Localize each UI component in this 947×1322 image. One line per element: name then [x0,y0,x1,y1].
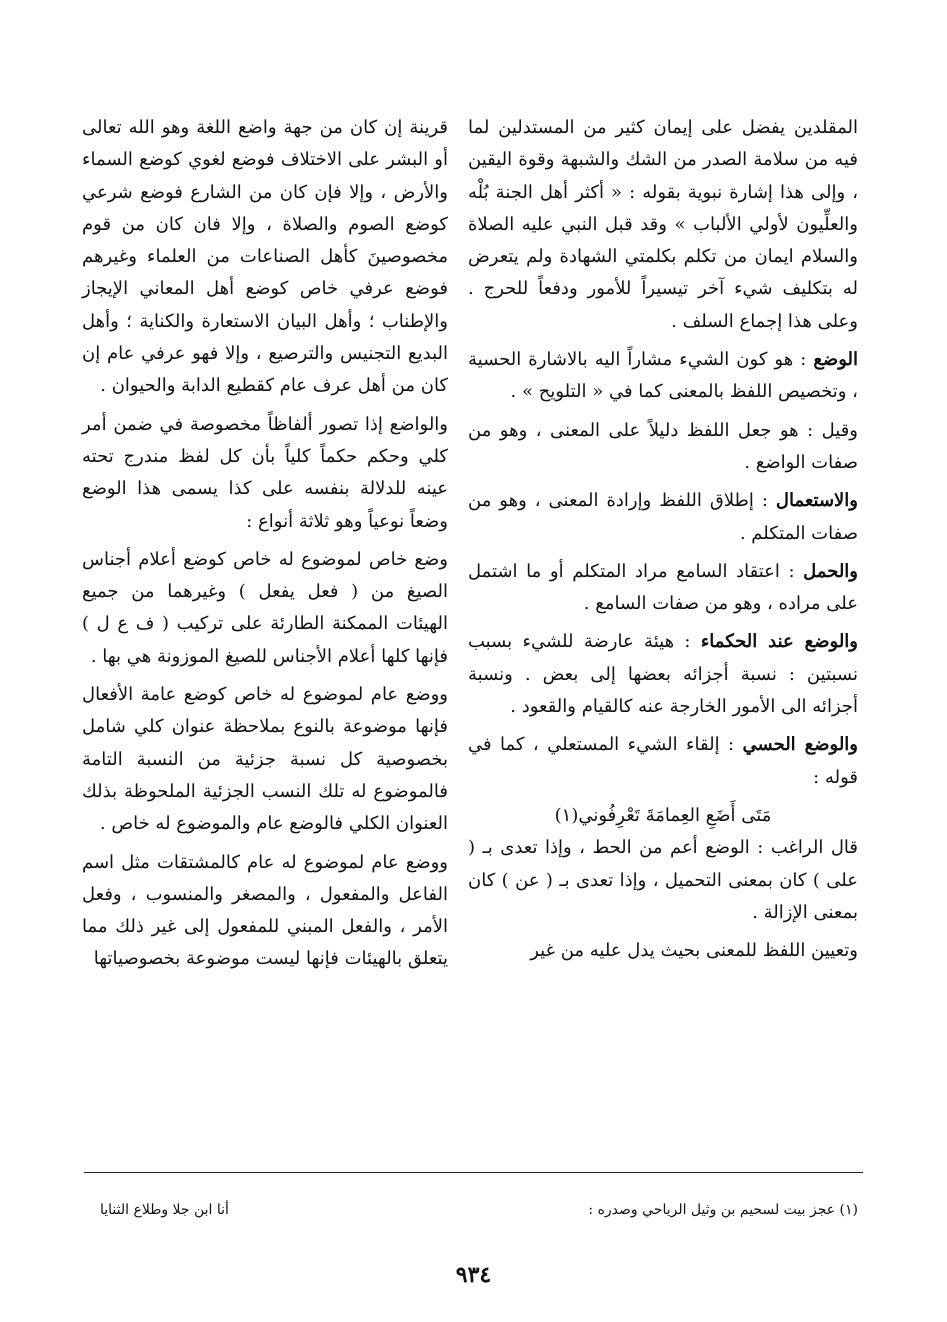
paragraph-haml [468,556,858,621]
paragraph: قال الراغب : الوضع أعم من الحط ، وإذا تعدى بـ ( على ) كان بمعنى التحميل ، وإذا تعدى بـ ( عن ) كان بمعنى الإزالة . [468,837,858,923]
term-heading: والوضع عند الحكماء [700,631,859,653]
right-column [468,112,858,973]
paragraph: وقيل : هو جعل اللفظ دليلاً على المعنى ، وهو من صفات الواضع . [468,419,858,473]
paragraph-text: : إلقاء الشيء المستعلي ، كما في قوله : [468,734,858,788]
paragraph-text: : هيئة عارضة للشيء بسبب نسبتين : نسبة أجزائه بعضها إلى بعض . ونسبة أجزائه الى الأمور الخارجة عنه كالقيام والقعود . [468,631,858,718]
paragraph-text: : اعتقاد السامع مراد المتكلم أو ما اشتمل على مراده ، وهو من صفات السامع . [468,560,858,615]
footnote-text: (١) عجز بيت لسحيم بن وثيل الرياحي وصدره : [588,1202,858,1218]
paragraph-text: : هو كون الشيء مشاراً اليه بالاشارة الحسية ، وتخصيص اللفظ بالمعنى كما في « التلويح » . [468,349,858,403]
footnote-divider [84,1172,863,1173]
paragraph-hissi [468,729,858,794]
footnote-verse: أنا ابن جلا وطلاع الثنايا [100,1202,229,1218]
paragraph: ووضع عام لموضوع له خاص كوضع عامة الأفعال فإنها موضوعة بالنوع بملاحظة عنوان كلي شامل بخصوصية كل نسبة جزئية من النسبة التامة فالموضوع له تلك النسب الجزئية الملحوظة بذلك العنوان الكلي فالوضع عام والموضوع له خاص . [82,684,448,835]
paragraph: وضع خاص لموضوع له خاص كوضع أعلام أجناس الصيغ من ( فعل يفعل ) وغيرهما من جميع الهيئات الممكنة الطارئة على تركيب ( ف ع ل ) فإنها كلها أعلام الأجناس للصيغ الموزونة هي بها . [82,548,448,667]
term-heading: والاستعمال [775,490,858,512]
paragraph-wad [468,344,858,409]
paragraph-text: : إطلاق اللفظ وإرادة المعنى ، وهو من صفات المتكلم . [468,490,858,544]
paragraph: وتعيين اللفظ للمعنى بحيث يدل عليه من غير [530,940,858,962]
term-heading: الوضع [813,349,858,371]
term-heading: والحمل [803,560,858,582]
paragraph-hukama [468,626,858,723]
left-column [82,112,448,982]
term-heading: والوضع الحسي [742,734,858,756]
paragraph: قرينة إن كان من جهة واضع اللغة وهو الله تعالى أو البشر على الاختلاف فوضع لغوي كوضع السماء والأرض ، وإلا فإن كان من الشارع فوضع شرعي كوضع الصوم والصلاة ، وإلا فان كان من قوم مخصوصينَ كأهل الصناعات من العلماء وغيرهم فوضع عرفي خاص كوضع أهل المعاني الإيجاز والإطناب ؛ وأهل البيان الاستعارة والكناية ؛ وأهل البديع التجنيس والترصيع ، وإلا فهو عرفي عام إن كان من أهل عرف عام كقطيع الدابة والحيوان . [82,117,449,397]
page-number: ٩٣٤ [455,1262,492,1288]
paragraph-istimal [468,485,858,550]
paragraph: المقلدين يفضل على إيمان كثير من المستدلين لما فيه من سلامة الصدر من الشك والشبهة وقوة اليقين ، وإلى هذا إشارة نبوية بقوله : « أكثر أهل الجنة بُلْه والعلِّيون لأولي الألباب » وقد قبل النبي عليه الصلاة والسلام ايمان من تكلم بكلمتي الشهادة ولم يتعرض له بتكليف شيء آخر تيسيراً للأمور ودفعاً للحرج . وعلى هذا إجماع السلف . [468,117,858,332]
poetry-verse: مَتَى أَضَعِ العِمامَةَ تَعْرِفُوني(١) [554,804,772,826]
paragraph: والواضع إذا تصور ألفاظاً مخصوصة في ضمن أمر كلي وحكم حكماً كلياً بأن كل لفظ مندرج تحته عينه للدلالة بنفسه على كذا يسمى هذا الوضع وضعاً نوعياً وهو ثلاثة أنواع : [82,413,448,532]
paragraph: ووضع عام لموضوع له عام كالمشتقات مثل اسم الفاعل والمفعول ، والمصغر والمنسوب ، وفعل الأمر ، والفعل المبني للمفعول إلى غير ذلك مما يتعلق بالهيئات فإنها ليست موضوعة بخصوصياتها [82,851,448,970]
